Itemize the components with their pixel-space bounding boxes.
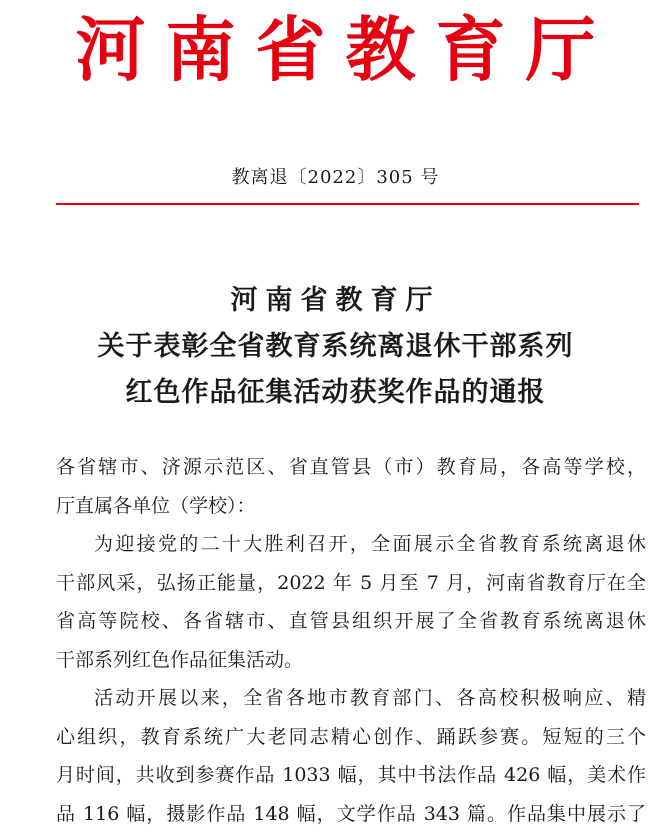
document-body [56,448,646,833]
paragraph-line: 为迎接党的二十大胜利召开，全面展示全省教育系统离退休 [56,525,646,564]
paragraph-1 [56,525,646,564]
paragraph-line: 心组织，教育系统广大老同志精心创作、踊跃参赛。短短的三个 [56,718,646,757]
paragraph-line: 省高等院校、各省辖市、直管县组织开展了全省教育系统离退休 [56,602,646,641]
paragraph-line: 品 116 幅，摄影作品 148 幅，文学作品 343 篇。作品集中展示了 [56,795,646,833]
paragraph-line: 干部风采，弘扬正能量，2022 年 5 月至 7 月，河南省教育厅在全 [56,564,646,603]
document-number: 教离退〔2022〕305 号 [0,166,671,190]
paragraph-line: 活动开展以来，全省各地市教育部门、各高校积极响应、精 [56,679,646,718]
recipients [56,448,646,525]
recipients-line: 各省辖市、济源示范区、省直管县（市）教育局，各高等学校， [56,448,646,487]
red-separator-line [56,203,639,205]
paragraph-line: 干部系列红色作品征集活动。 [56,649,303,671]
recipients-line: 厅直属各单位（学校）： [56,495,256,517]
paragraph-1-cont [56,564,646,680]
document-title [0,278,671,416]
title-line-1: 河南省教育厅 [0,278,671,324]
title-line-3: 红色作品征集活动获奖作品的通报 [0,370,671,416]
issuer-masthead: 河南省教育厅 [0,8,671,92]
paragraph-2-cont [56,718,646,833]
paragraph-line: 月时间，共收到参赛作品 1033 幅，其中书法作品 426 幅，美术作 [56,756,646,795]
title-line-2: 关于表彰全省教育系统离退休干部系列 [0,324,671,370]
paragraph-2 [56,679,646,718]
